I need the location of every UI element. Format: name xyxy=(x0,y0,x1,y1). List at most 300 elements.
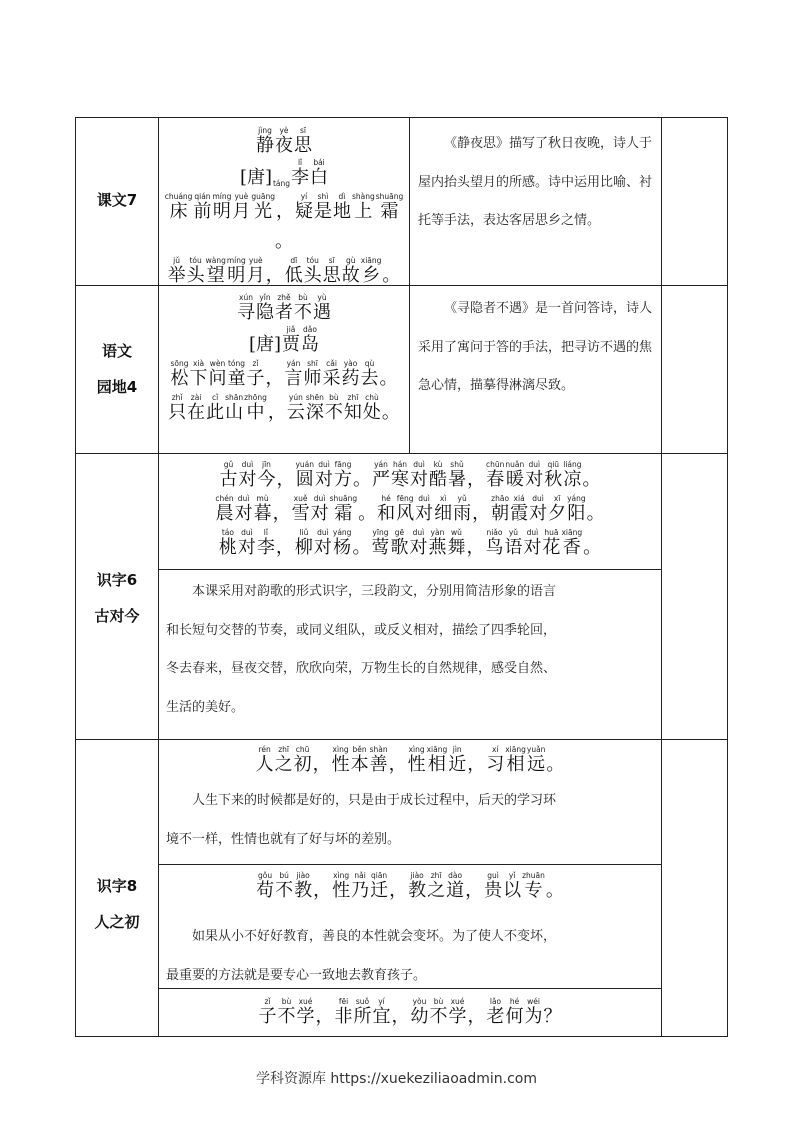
pinyin-char xyxy=(294,126,312,156)
pinyin: liǔ xyxy=(299,528,309,537)
hanzi: 圆 xyxy=(295,469,314,490)
hanzi: 今 xyxy=(257,469,276,490)
hanzi: 对 xyxy=(410,469,428,490)
pinyin-char xyxy=(503,871,521,901)
pinyin: xìng xyxy=(408,745,425,754)
pinyin-char xyxy=(323,256,341,286)
pinyin: zǐ xyxy=(252,359,259,368)
pinyin-char xyxy=(301,325,319,355)
pinyin-char xyxy=(361,359,379,389)
hanzi: 歌 xyxy=(390,537,409,558)
hanzi: 不 xyxy=(324,402,343,423)
pinyin-char xyxy=(472,494,490,524)
pinyin-char xyxy=(373,997,391,1027)
pinyin-char xyxy=(266,256,284,286)
row-label-line: 语文 xyxy=(101,342,132,360)
hanzi: 床 xyxy=(169,201,188,222)
pinyin: yīng xyxy=(372,528,389,537)
pinyin-char xyxy=(311,494,329,524)
pinyin: xià xyxy=(192,359,205,368)
hanzi: 上 xyxy=(354,201,373,222)
pinyin: jiǎ xyxy=(286,325,296,334)
pinyin-char xyxy=(342,359,360,389)
pinyin-char xyxy=(486,460,504,490)
row-label-2 xyxy=(76,333,158,405)
pinyin: hé xyxy=(381,494,391,503)
hanzi: 对 xyxy=(415,503,434,524)
hanzi: 柳 xyxy=(294,537,313,558)
hanzi: 只 xyxy=(168,402,187,423)
description-line: 如果从小不好好教育，善良的本性就会变坏。为了使人不变坏， xyxy=(192,929,557,944)
pinyin-char xyxy=(468,997,486,1027)
hanzi: 以 xyxy=(503,880,522,901)
pinyin-char xyxy=(168,393,186,423)
pinyin-char xyxy=(587,494,605,524)
hanzi: 此 xyxy=(206,402,225,423)
pinyin-char xyxy=(295,192,313,222)
pinyin-char xyxy=(294,871,312,901)
poem-jingyesi xyxy=(159,126,409,286)
pinyin-char xyxy=(297,997,315,1027)
pinyin-char xyxy=(561,528,582,558)
pinyin-char xyxy=(168,256,186,286)
pinyin-char xyxy=(333,192,351,222)
pinyin-char xyxy=(467,460,485,490)
pinyin: chén xyxy=(215,494,234,503)
hanzi: 秋 xyxy=(544,469,563,490)
hanzi: 人 xyxy=(255,754,274,775)
pinyin: jǔ xyxy=(173,256,181,265)
hanzi: 对 xyxy=(409,537,428,558)
pinyin: táng xyxy=(272,179,291,188)
pinyin-char xyxy=(409,528,427,558)
pinyin-char xyxy=(371,528,389,558)
hanzi: 之 xyxy=(427,880,446,901)
row-label-line: 园地4 xyxy=(96,378,138,396)
pinyin-char xyxy=(287,393,305,423)
pinyin-char xyxy=(427,871,445,901)
pinyin-char xyxy=(206,256,226,286)
hanzi: 中 xyxy=(246,402,265,423)
pinyin-char xyxy=(275,745,293,775)
pinyin: qiān xyxy=(370,871,388,880)
pinyin-char xyxy=(484,871,502,901)
hanzi: ， xyxy=(315,1006,334,1027)
pinyin-char xyxy=(370,871,388,901)
pinyin-char xyxy=(240,158,272,188)
pinyin: nuǎn xyxy=(505,460,525,469)
hanzi: 相 xyxy=(427,754,446,775)
hanzi: 。 xyxy=(582,469,601,490)
pinyin-char xyxy=(313,745,331,775)
hanzi: 燕 xyxy=(428,537,447,558)
pinyin: cǐ xyxy=(211,393,219,402)
pinyin: duì xyxy=(237,494,250,503)
pinyin: chuáng xyxy=(164,192,193,201)
pinyin-char xyxy=(466,528,484,558)
pinyin-char xyxy=(529,494,547,524)
hanzi: ， xyxy=(275,537,294,558)
pinyin: xún xyxy=(239,293,253,302)
pinyin-char xyxy=(276,192,294,222)
pinyin: chū xyxy=(295,745,310,754)
hanzi: 言 xyxy=(284,368,303,389)
hanzi: 非 xyxy=(334,1006,353,1027)
hanzi: 明 xyxy=(227,265,246,286)
hanzi: 月 xyxy=(232,201,251,222)
hanzi: 风 xyxy=(396,503,415,524)
pinyin-char xyxy=(546,745,564,775)
pinyin: zhě xyxy=(277,293,291,302)
pinyin: guāng xyxy=(251,192,275,201)
hanzi: 雪 xyxy=(291,503,310,524)
row-divider xyxy=(158,864,661,865)
hanzi: 。 xyxy=(546,754,565,775)
pinyin: xìng xyxy=(333,871,350,880)
pinyin: fāng xyxy=(334,460,352,469)
poem-description: 《寻隐者不遇》是一首问答诗，诗人采用了寓问于答的手法，把寻访不遇的焦急心情，描摹得淋漓尽致。 xyxy=(418,301,653,393)
pinyin-char xyxy=(273,494,291,524)
pinyin: bù xyxy=(281,997,292,1006)
pinyin xyxy=(268,393,286,402)
pinyin-char xyxy=(542,528,560,558)
hanzi: 师 xyxy=(303,368,322,389)
pinyin-char xyxy=(377,494,395,524)
pinyin-char xyxy=(292,494,310,524)
pinyin: xiāng xyxy=(561,528,583,537)
pinyin: dī xyxy=(290,256,298,265)
pinyin-char xyxy=(193,192,211,222)
pinyin-char xyxy=(546,871,564,901)
pinyin-char xyxy=(434,494,452,524)
pinyin: kù xyxy=(433,460,443,469)
pinyin: lǐ xyxy=(297,158,303,167)
pinyin-char xyxy=(363,393,381,423)
hanzi: 春 xyxy=(486,469,505,490)
hanzi: 严 xyxy=(372,469,390,490)
hanzi: 不 xyxy=(294,302,312,323)
section-description xyxy=(166,782,658,859)
table-border xyxy=(727,117,728,1037)
pinyin: dì xyxy=(338,192,346,201)
hanzi: 暑 xyxy=(448,469,466,490)
pinyin-char xyxy=(522,871,545,901)
pinyin-char xyxy=(567,494,586,524)
hanzi: 近 xyxy=(448,754,467,775)
pinyin xyxy=(467,745,485,754)
pinyin-char xyxy=(219,460,237,490)
hanzi: 语 xyxy=(504,537,523,558)
hanzi: 故 xyxy=(341,265,360,286)
pinyin-char xyxy=(227,256,246,286)
pinyin-char xyxy=(510,494,528,524)
pinyin: yǐ xyxy=(508,871,516,880)
hanzi: 教 xyxy=(408,880,427,901)
pinyin-char xyxy=(209,359,227,389)
pinyin: duì xyxy=(412,528,425,537)
hanzi: 童 xyxy=(227,368,246,389)
pinyin: fēi xyxy=(338,997,349,1006)
pinyin xyxy=(276,460,294,469)
hanzi: 善 xyxy=(369,754,388,775)
pinyin-char xyxy=(313,293,331,323)
pinyin-char xyxy=(544,997,562,1027)
pinyin: duì xyxy=(528,460,541,469)
hanzi: 之 xyxy=(274,754,293,775)
hanzi: 思 xyxy=(322,265,341,286)
hanzi: 是 xyxy=(313,201,332,222)
pinyin: shuāng xyxy=(329,494,358,503)
hanzi: 初 xyxy=(293,754,312,775)
pinyin-char xyxy=(310,158,328,188)
pinyin: tóng xyxy=(227,359,246,368)
pinyin xyxy=(276,528,294,537)
poem-xunyinzhe xyxy=(159,293,409,423)
pinyin-char xyxy=(212,192,231,222)
pinyin: tóu xyxy=(189,256,202,265)
hanzi: ， xyxy=(389,880,408,901)
row-label-line: 识字6 xyxy=(96,571,138,589)
pinyin: bú xyxy=(279,871,289,880)
poem-author xyxy=(159,325,409,355)
pinyin: lǎo xyxy=(489,997,502,1006)
pinyin: jīn xyxy=(261,460,271,469)
pinyin: wàng xyxy=(205,256,226,265)
pinyin: yuǎn xyxy=(526,745,546,754)
hanzi: 晨 xyxy=(215,503,234,524)
hanzi: 对 xyxy=(237,537,256,558)
pinyin-char xyxy=(447,528,465,558)
verse-line xyxy=(159,460,661,490)
hanzi: 方 xyxy=(334,469,352,490)
hanzi: 香 xyxy=(562,537,581,558)
pinyin-char xyxy=(429,460,447,490)
pinyin xyxy=(544,997,562,1006)
pinyin-char xyxy=(306,393,324,423)
hanzi: 莺 xyxy=(371,537,390,558)
hanzi: 苟 xyxy=(256,880,275,901)
pinyin-char xyxy=(266,359,284,389)
pinyin xyxy=(353,460,371,469)
pinyin-char xyxy=(354,997,372,1027)
pinyin-char xyxy=(251,192,275,222)
pinyin-char xyxy=(285,256,303,286)
pinyin-char xyxy=(504,528,522,558)
pinyin: yòu xyxy=(412,997,427,1006)
pinyin-char xyxy=(187,393,205,423)
pinyin: zhī xyxy=(278,745,289,754)
hanzi: 教 xyxy=(294,880,313,901)
pinyin: zhōng xyxy=(244,393,267,402)
pinyin: yè xyxy=(279,126,289,135)
pinyin: dào xyxy=(448,871,463,880)
hanzi: ， xyxy=(276,469,295,490)
pinyin-char xyxy=(237,293,255,323)
pinyin-char xyxy=(275,126,293,156)
hanzi: 子 xyxy=(246,368,265,389)
pinyin xyxy=(587,494,605,503)
pinyin-char xyxy=(244,393,267,423)
pinyin: rén xyxy=(258,745,271,754)
pinyin: qián xyxy=(194,192,211,201)
hanzi: 古 xyxy=(219,469,238,490)
pinyin-char xyxy=(523,528,541,558)
pinyin: wèn xyxy=(209,359,226,368)
pinyin-char xyxy=(396,494,414,524)
pinyin-char xyxy=(411,997,429,1027)
hanzi: 霜 xyxy=(334,503,353,524)
pinyin xyxy=(546,745,564,754)
pinyin: chù xyxy=(365,393,379,402)
hanzi: ， xyxy=(467,754,486,775)
pinyin: duì xyxy=(241,460,254,469)
pinyin-char xyxy=(275,222,293,252)
pinyin xyxy=(313,745,331,754)
hanzi: 者 xyxy=(275,302,293,323)
hanzi: 桃 xyxy=(218,537,237,558)
hanzi: 远 xyxy=(527,754,546,775)
pinyin-char xyxy=(295,528,313,558)
pinyin-char xyxy=(332,745,350,775)
description-line: 和长短句交替的节奏，或同义组队，或反义相对，描绘了四季轮回， xyxy=(166,622,557,638)
pinyin: shàn xyxy=(369,745,388,754)
pinyin-char xyxy=(254,494,272,524)
pinyin: duì xyxy=(418,494,430,503)
pinyin-char xyxy=(276,528,294,558)
pinyin-char xyxy=(291,158,309,188)
hanzi: 所 xyxy=(353,1006,372,1027)
hanzi: 酷 xyxy=(429,469,447,490)
verse-line xyxy=(159,745,661,775)
hanzi: 低 xyxy=(284,265,303,286)
description-line: 本课采用对韵歌的形式识字，三段韵文，分别用简洁形象的语言 xyxy=(192,584,557,599)
verse-line xyxy=(159,997,661,1027)
hanzi: ， xyxy=(467,469,485,490)
hanzi: 杨 xyxy=(333,537,352,558)
pinyin: shān xyxy=(225,393,244,402)
hanzi: 夕 xyxy=(548,503,567,524)
pinyin: míng xyxy=(212,192,232,201)
hanzi: 相 xyxy=(506,754,525,775)
pinyin-char xyxy=(282,325,300,355)
pinyin: suǒ xyxy=(355,997,370,1006)
hanzi: ， xyxy=(472,503,491,524)
hanzi: 李 xyxy=(256,537,275,558)
pinyin-char xyxy=(275,871,293,901)
verse-block xyxy=(159,460,661,558)
pinyin xyxy=(465,871,483,880)
pinyin xyxy=(389,745,407,754)
pinyin-char xyxy=(238,528,256,558)
pinyin-char xyxy=(257,460,275,490)
pinyin: jiào xyxy=(296,871,310,880)
hanzi: 下 xyxy=(189,368,208,389)
pinyin: mù xyxy=(256,494,269,503)
pinyin-char xyxy=(278,997,296,1027)
pinyin: shàng xyxy=(351,192,375,201)
pinyin: zhī xyxy=(347,393,359,402)
hanzi: 学 xyxy=(296,1006,315,1027)
hanzi: 。 xyxy=(352,537,371,558)
pinyin-char xyxy=(465,871,483,901)
pinyin: duì xyxy=(413,460,425,469)
pinyin: yuè xyxy=(248,256,263,265)
description-line: 人生下来的时候都是好的，只是由于成长过程中，后天的学习环 xyxy=(192,793,557,808)
pinyin-char xyxy=(525,997,543,1027)
hanzi: 隐 xyxy=(256,302,274,323)
pinyin-char xyxy=(273,179,290,188)
page-footer: 学科资源库 https://xuekeziliaoadmin.com xyxy=(255,1071,537,1087)
pinyin: yǔ xyxy=(508,528,519,537)
pinyin: nǎi xyxy=(354,871,366,880)
pinyin-char xyxy=(219,528,237,558)
hanzi: 处 xyxy=(362,402,381,423)
pinyin-char xyxy=(358,494,376,524)
hanzi: 和 xyxy=(377,503,396,524)
hanzi: 白 xyxy=(310,167,329,188)
hanzi: 性 xyxy=(407,754,426,775)
pinyin: shī xyxy=(307,359,318,368)
hanzi: 在 xyxy=(187,402,206,423)
row-label-4 xyxy=(76,868,158,940)
pinyin-char xyxy=(249,325,281,355)
hanzi: 。 xyxy=(379,368,398,389)
pinyin: sī xyxy=(328,256,335,265)
pinyin: gǔ xyxy=(223,460,234,469)
pinyin-char xyxy=(485,528,503,558)
pinyin: gù xyxy=(345,256,356,265)
hanzi: 不 xyxy=(429,1006,448,1027)
pinyin: fēng xyxy=(396,494,414,503)
pinyin-char xyxy=(448,745,466,775)
hanzi: 性 xyxy=(332,880,351,901)
pinyin-char xyxy=(390,528,408,558)
lesson-description xyxy=(166,573,658,727)
pinyin xyxy=(389,871,407,880)
hanzi: 。 xyxy=(275,231,293,252)
hanzi: 暖 xyxy=(505,469,524,490)
hanzi: 去 xyxy=(360,368,379,389)
pinyin: míng xyxy=(226,256,246,265)
pinyin: yàn xyxy=(430,528,445,537)
hanzi: ， xyxy=(312,754,331,775)
pinyin xyxy=(352,528,370,537)
row-label-line: 古对今 xyxy=(94,607,140,625)
hanzi: 寒 xyxy=(391,469,409,490)
pinyin-char xyxy=(487,997,505,1027)
hanzi: ， xyxy=(265,265,284,286)
pinyin-char xyxy=(313,871,331,901)
hanzi: 山 xyxy=(225,402,244,423)
pinyin-char xyxy=(415,494,433,524)
pinyin: shuāng xyxy=(375,192,404,201)
pinyin-char xyxy=(247,256,265,286)
pinyin xyxy=(316,997,334,1006)
pinyin: shǔ xyxy=(450,460,464,469)
hanzi: 头 xyxy=(186,265,205,286)
pinyin-char xyxy=(382,393,400,423)
hanzi: 对 xyxy=(313,537,332,558)
pinyin-char xyxy=(225,393,243,423)
pinyin: wǔ xyxy=(451,528,462,537)
hanzi: 习 xyxy=(486,754,505,775)
hanzi: 幼 xyxy=(410,1006,429,1027)
hanzi: ， xyxy=(275,201,294,222)
pinyin: xìng xyxy=(332,745,349,754)
pinyin-char xyxy=(215,494,233,524)
pinyin: yuán xyxy=(295,460,314,469)
hanzi: 前 xyxy=(193,201,212,222)
